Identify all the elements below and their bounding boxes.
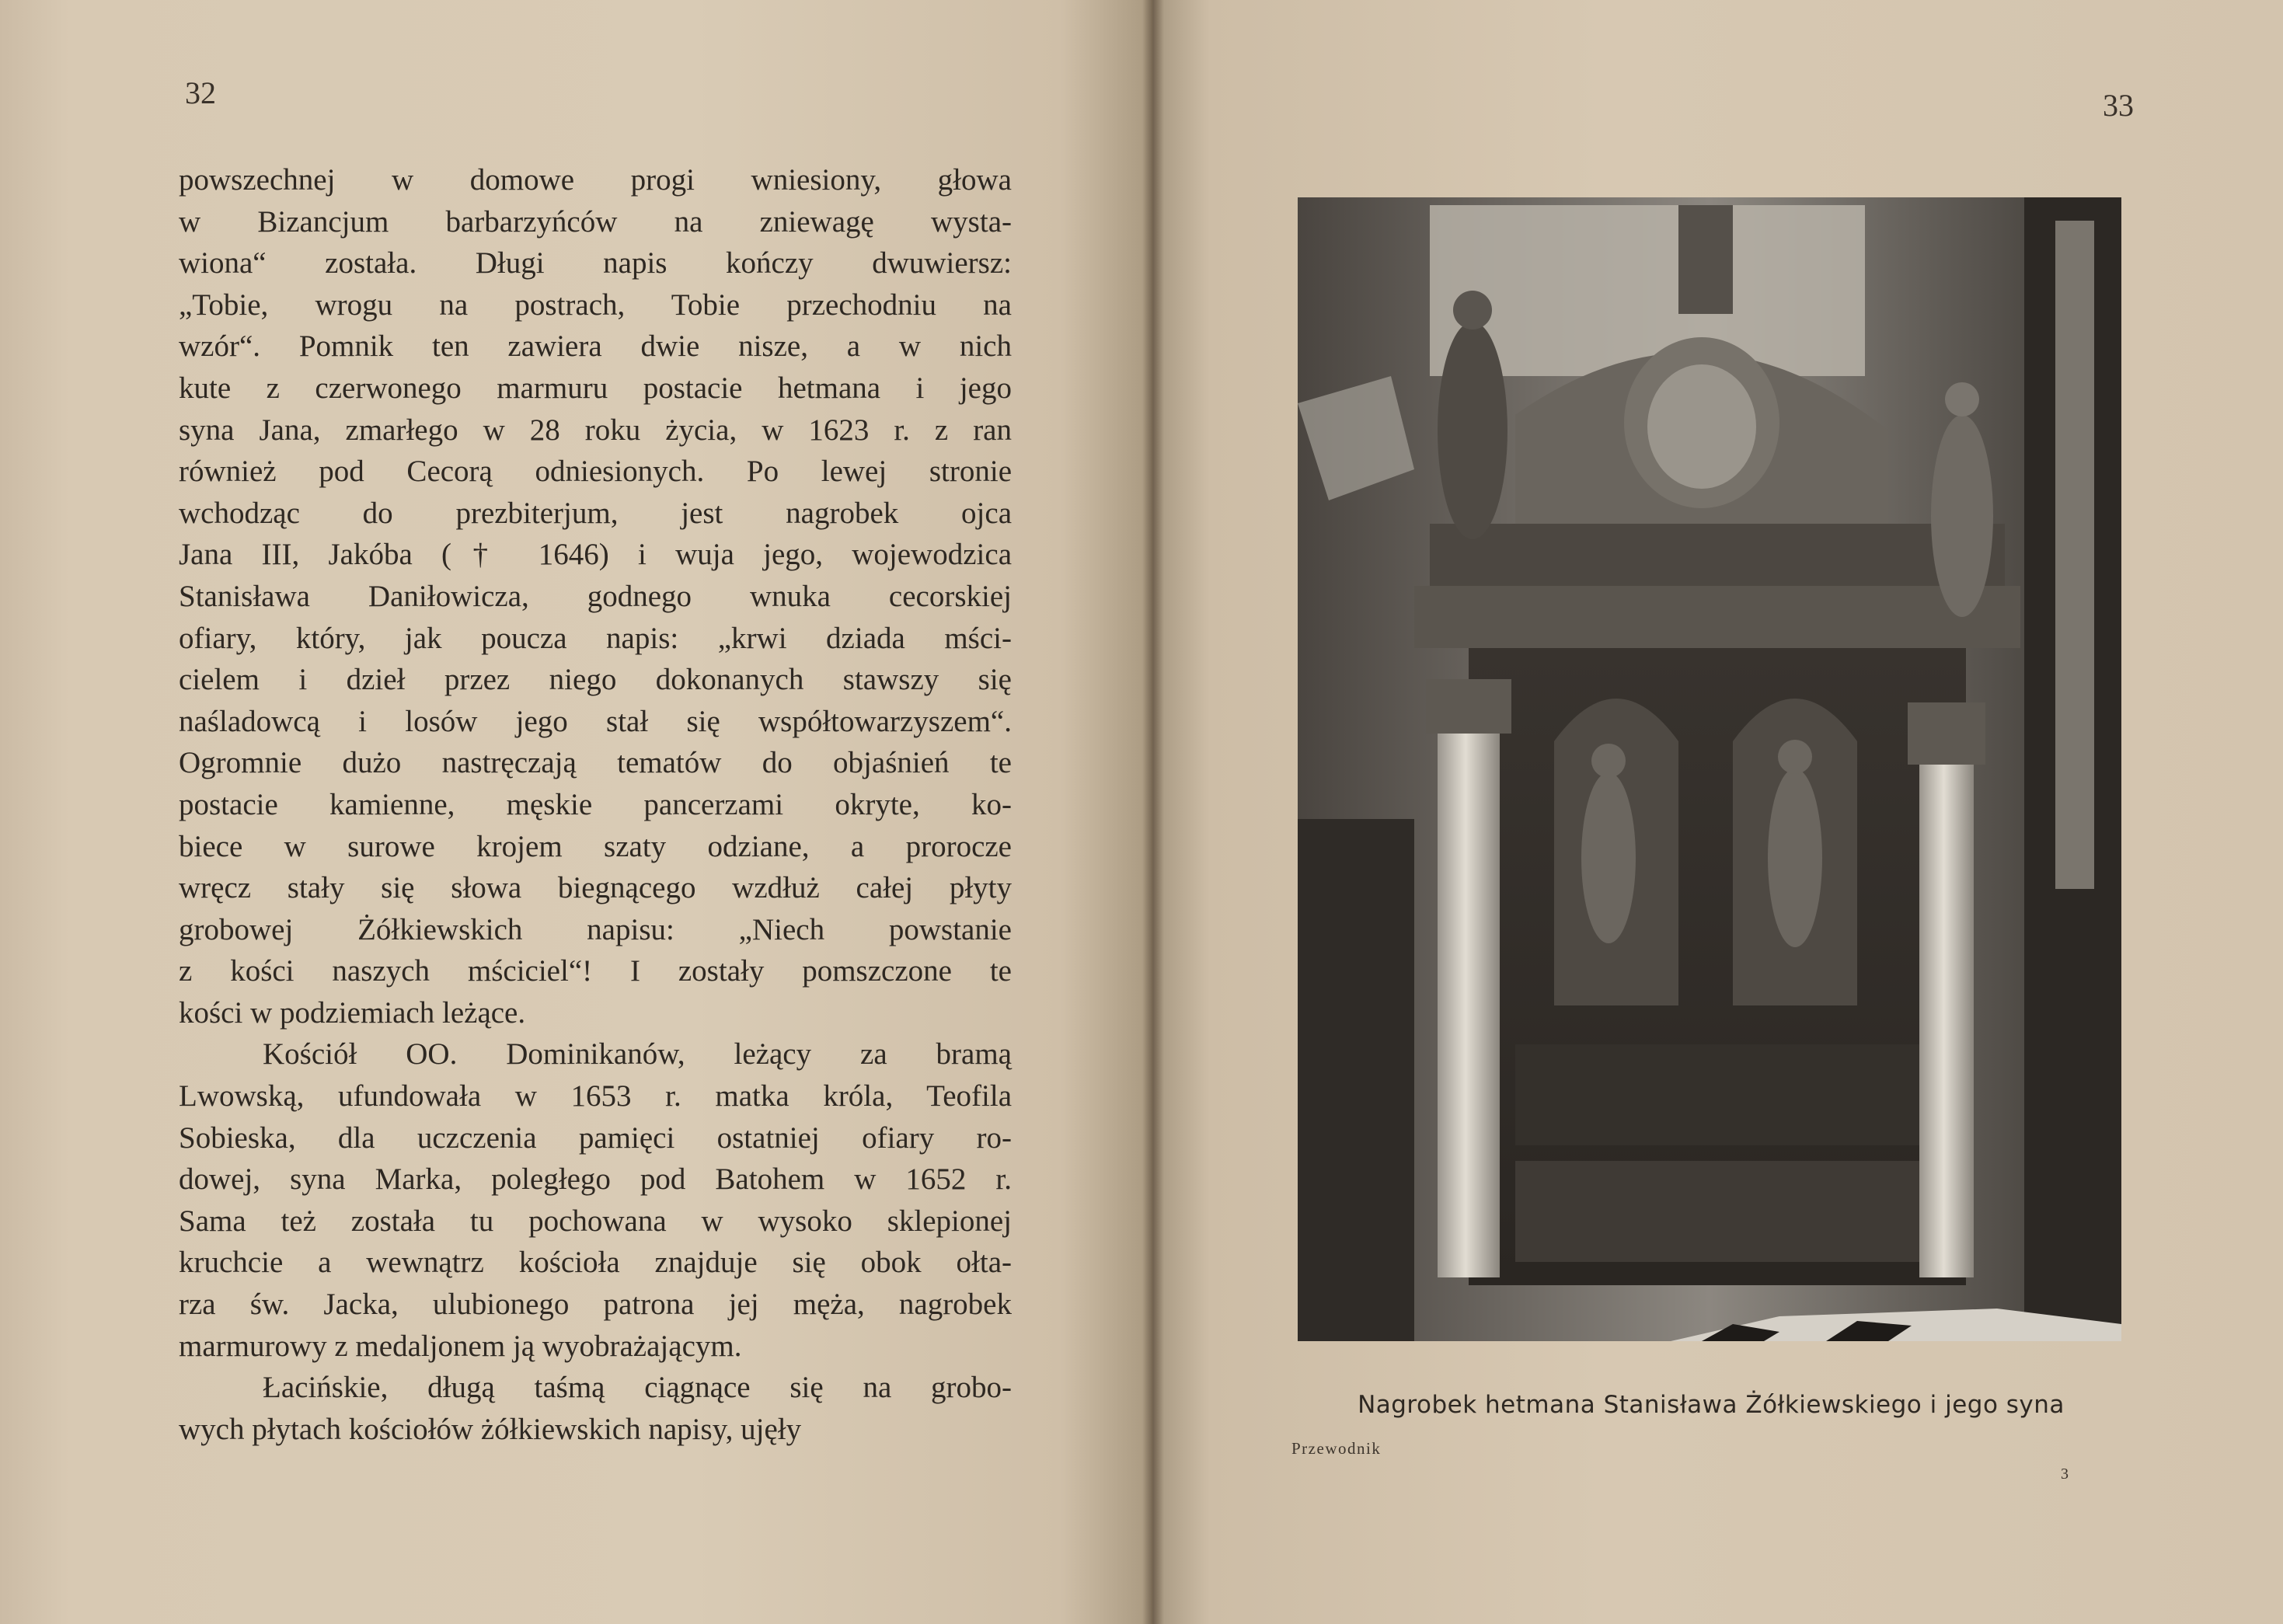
text-line: cielem i dzieł przez niego dokonanych stawszy się — [179, 663, 1012, 697]
text-line: kute z czerwonego marmuru postacie hetmana i jego — [179, 371, 1012, 405]
tomb-monument-image — [1298, 197, 2121, 1341]
text-line: wchodząc do prezbiterjum, jest nagrobek ojca — [179, 496, 1012, 530]
text-line: Sobieska, dla uczczenia pamięci ostatniej ofiary ro- — [179, 1120, 1012, 1155]
page-number-right: 33 — [2103, 88, 2134, 123]
text-line: „Tobie, wrogu na postrach, Tobie przechodniu na — [179, 288, 1012, 322]
text-line: Lwowską, ufundowała w 1653 r. matka króla, Teofila — [179, 1079, 1012, 1113]
text-line: kości w podziemiach leżące. — [179, 995, 526, 1030]
page-number-left: 32 — [185, 75, 216, 110]
text-line: marmurowy z medaljonem ją wyobrażającym. — [179, 1329, 742, 1363]
text-line: wzór“. Pomnik ten zawiera dwie nisze, a w nich — [179, 329, 1012, 364]
text-line: również pod Cecorą odniesionych. Po lewej stronie — [179, 455, 1012, 489]
text-line: Ogromnie dużo nastręczają tematów do objaśnień te — [179, 746, 1012, 780]
text-line: w Bizancjum barbarzyńców na zniewagę wysta- — [179, 204, 1012, 239]
text-line: naśladowcą i losów jego stał się współtowarzyszem“. — [179, 704, 1012, 738]
text-line: grobowej Żółkiewskich napisu: „Niech powstanie — [179, 912, 1012, 946]
text-line: wręcz stały się słowa biegnącego wzdłuż całej płyty — [179, 871, 1012, 905]
text-line: kruchcie a wewnątrz kościoła znajduje się obok ołta- — [179, 1246, 1012, 1280]
text-line: biece w surowe krojem szaty odziane, a prorocze — [179, 829, 1012, 863]
photo-caption: Nagrobek hetmana Stanisława Żółkiewskiego i jego syna — [1358, 1391, 2065, 1419]
tomb-photograph — [1298, 197, 2121, 1341]
right-page — [1153, 0, 2283, 1624]
text-line: Sama też została tu pochowana w wysoko sklepionej — [179, 1204, 1012, 1238]
signature-number: 3 — [2061, 1465, 2069, 1483]
text-line: Jana III, Jakóba († 1646) i wuja jego, wojewodzica — [179, 538, 1012, 572]
text-line: z kości naszych mściciel“! I zostały pomszczone te — [179, 954, 1012, 988]
text-line: Łacińskie, długą taśmą ciągnące się na grobo- — [263, 1371, 1012, 1405]
signature-mark: Przewodnik — [1291, 1439, 1382, 1458]
text-line: Kościół OO. Dominikanów, leżący za bramą — [263, 1037, 1012, 1072]
book-gutter — [1142, 0, 1164, 1624]
text-line: rza św. Jacka, ulubionego patrona jej męża, nagrobek — [179, 1288, 1012, 1322]
text-line: syna Jana, zmarłego w 28 roku życia, w 1623 r. z ran — [179, 413, 1012, 447]
body-text — [179, 159, 1012, 1450]
text-line: Stanisława Daniłowicza, godnego wnuka cecorskiej — [179, 579, 1012, 613]
text-line: wych płytach kościołów żółkiewskich napisy, ujęły — [179, 1412, 802, 1446]
text-line: wiona“ została. Długi napis kończy dwuwiersz: — [179, 246, 1012, 281]
text-line: ofiary, który, jak poucza napis: „krwi dziada mści- — [179, 621, 1012, 655]
text-line: postacie kamienne, męskie pancerzami okryte, ko- — [179, 787, 1012, 821]
text-line: dowej, syna Marka, poległego pod Batohem w 1652 r. — [179, 1162, 1012, 1197]
text-line: powszechnej w domowe progi wniesiony, głowa — [179, 163, 1012, 197]
